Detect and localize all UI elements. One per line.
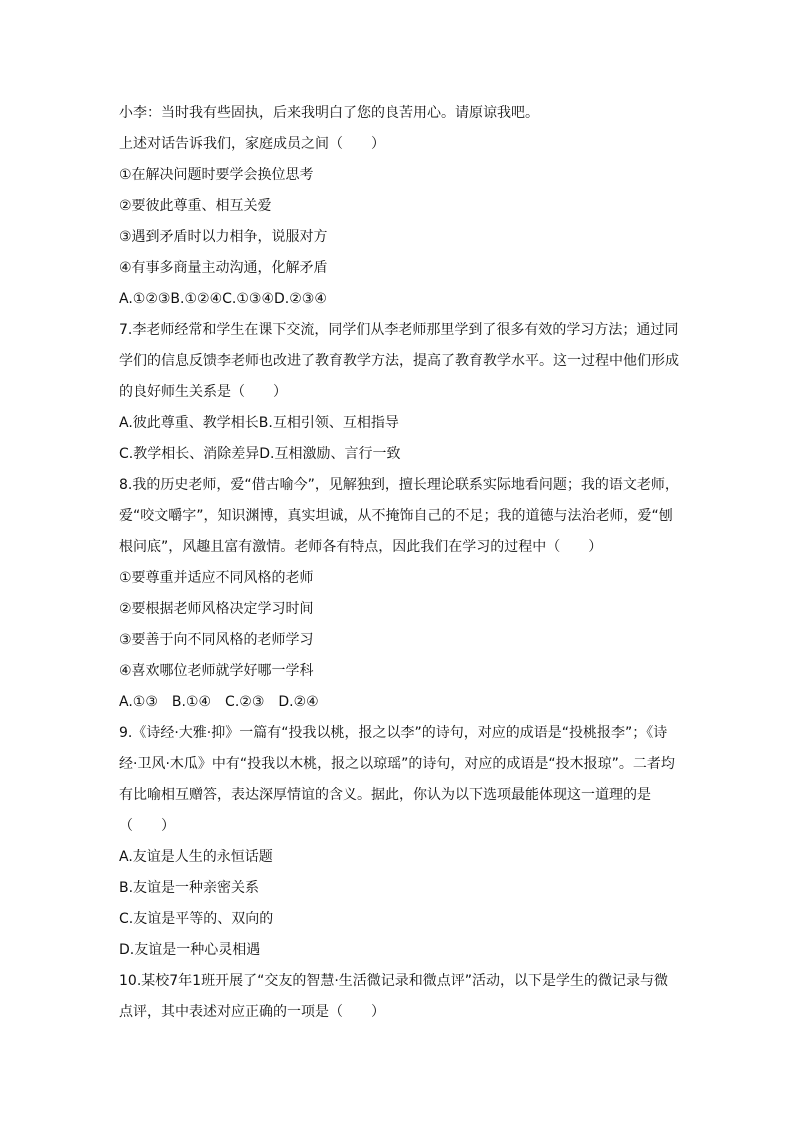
question-9-text: 经·卫风·木瓜》中有“投我以木桃，报之以琼瑶”的诗句，对应的成语是“投木报琼”。二者均 [119, 756, 675, 772]
answer-choices: A.彼此尊重、教学相长B.互相引领、互相指导 [119, 415, 399, 431]
answer-choice: D.友谊是一种心灵相遇 [119, 942, 261, 958]
option-statement: ②要彼此尊重、相互关爱 [119, 198, 272, 214]
option-statement: ③要善于向不同风格的老师学习 [119, 632, 314, 648]
answer-choice: A.友谊是人生的永恒话题 [119, 849, 273, 865]
option-statement: ③遇到矛盾时以力相争，说服对方 [119, 229, 328, 245]
question-8-text: 爱“咬文嚼字”，知识渊博，真实坦诚，从不掩饰自己的不足；我的道德与法治老师，爱“刨 [119, 508, 673, 524]
question-8-text: 根问底”，风趣且富有激情。老师各有特点，因此我们在学习的过程中（ ） [119, 539, 603, 555]
answer-choice: B.友谊是一种亲密关系 [119, 880, 260, 896]
question-9-text: 有比喻相互赠答，表达深厚情谊的含义。据此，你认为以下选项最能体现这一道理的是 [119, 787, 651, 803]
option-statement: ①要尊重并适应不同风格的老师 [119, 570, 314, 586]
question-10-text: 点评，其中表述对应正确的一项是（ ） [119, 1004, 385, 1020]
question-9-text: 9.《诗经·大雅·抑》一篇有“投我以桃，报之以李”的诗句，对应的成语是“投桃报李”；《诗 [119, 725, 668, 741]
answer-choice: C.友谊是平等的、双向的 [119, 911, 274, 927]
option-statement: ②要根据老师风格决定学习时间 [119, 601, 314, 617]
question-7-text: 7.李老师经常和学生在课下交流，同学们从李老师那里学到了很多有效的学习方法；通过同 [119, 322, 679, 338]
answer-choices: A.①③ B.①④ C.②③ D.②④ [119, 694, 319, 710]
answer-choices: C.教学相长、消除差异D.互相激励、言行一致 [119, 446, 401, 462]
question-10-text: 10.某校7年1班开展了“交友的智慧·生活微记录和微点评”活动，以下是学生的微记录与微 [119, 973, 669, 989]
answer-choices: A.①②③B.①②④C.①③④D.②③④ [119, 291, 327, 307]
question-9-text: （ ） [119, 818, 175, 834]
option-statement: ④有事多商量主动沟通，化解矛盾 [119, 260, 328, 276]
question-7-text: 学们的信息反馈李老师也改进了教育教学方法，提高了教育教学水平。这一过程中他们形成 [119, 353, 679, 369]
dialogue-line: 小李：当时我有些固执，后来我明白了您的良苦用心。请原谅我吧。 [119, 105, 539, 121]
question-8-text: 8.我的历史老师，爱“借古喻今”，见解独到，擅长理论联系实际地看问题；我的语文老师， [119, 477, 679, 493]
question-stem: 上述对话告诉我们，家庭成员之间（ ） [119, 136, 385, 152]
option-statement: ①在解决问题时要学会换位思考 [119, 167, 314, 183]
question-7-text: 的良好师生关系是（ ） [119, 384, 287, 400]
option-statement: ④喜欢哪位老师就学好哪一学科 [119, 663, 314, 679]
